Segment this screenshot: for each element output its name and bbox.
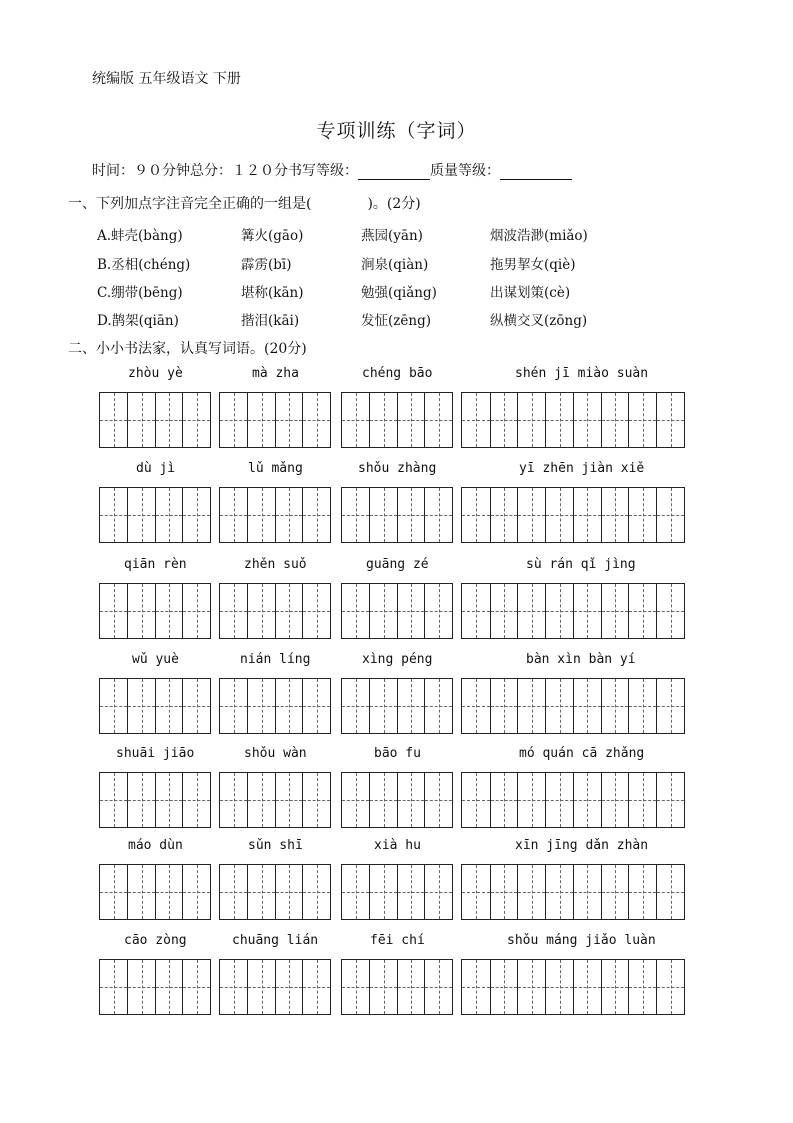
option-item: 纵横交叉(zōng) bbox=[490, 313, 588, 329]
writing-cell[interactable] bbox=[490, 679, 518, 733]
writing-cell[interactable] bbox=[220, 584, 247, 638]
writing-cell[interactable] bbox=[397, 960, 425, 1014]
writing-grid[interactable] bbox=[99, 959, 211, 1015]
pinyin-label: sù rán qǐ jìng bbox=[526, 557, 636, 572]
writing-cell[interactable] bbox=[247, 488, 275, 542]
writing-cell[interactable] bbox=[342, 393, 369, 447]
writing-grid[interactable] bbox=[341, 864, 453, 920]
writing-cell[interactable] bbox=[601, 488, 629, 542]
writing-cell[interactable] bbox=[573, 960, 601, 1014]
writing-cell[interactable] bbox=[369, 773, 397, 827]
writing-cell[interactable] bbox=[628, 679, 656, 733]
writing-cell[interactable] bbox=[155, 679, 183, 733]
header: 统编版 五年级语文 下册 bbox=[92, 71, 241, 87]
writing-cell[interactable] bbox=[155, 488, 183, 542]
writing-cell[interactable] bbox=[517, 773, 545, 827]
writing-cell[interactable] bbox=[424, 960, 452, 1014]
writing-cell[interactable] bbox=[628, 773, 656, 827]
writing-grid[interactable] bbox=[219, 772, 331, 828]
writing-cell[interactable] bbox=[601, 679, 629, 733]
writing-cell[interactable] bbox=[127, 960, 155, 1014]
pinyin-label: chuāng lián bbox=[232, 933, 319, 948]
writing-cell[interactable] bbox=[182, 584, 210, 638]
writing-cell[interactable] bbox=[155, 393, 183, 447]
writing-cell[interactable] bbox=[573, 773, 601, 827]
writing-cell[interactable] bbox=[342, 865, 369, 919]
writing-cell[interactable] bbox=[462, 865, 490, 919]
writing-cell[interactable] bbox=[656, 679, 684, 733]
writing-cell[interactable] bbox=[220, 679, 247, 733]
pinyin-label: sǔn shī bbox=[248, 838, 303, 853]
pinyin-label: bāo fu bbox=[374, 746, 421, 761]
writing-cell[interactable] bbox=[100, 584, 127, 638]
writing-cell[interactable] bbox=[573, 584, 601, 638]
info-quality: 质量等级： bbox=[430, 163, 500, 179]
writing-cell[interactable] bbox=[517, 865, 545, 919]
writing-cell[interactable] bbox=[182, 488, 210, 542]
writing-grid[interactable] bbox=[461, 772, 685, 828]
pinyin-label: shuāi jiāo bbox=[116, 746, 195, 761]
writing-cell[interactable] bbox=[490, 960, 518, 1014]
writing-cell[interactable] bbox=[656, 584, 684, 638]
writing-cell[interactable] bbox=[100, 488, 127, 542]
writing-cell[interactable] bbox=[397, 773, 425, 827]
pinyin-label: xīn jīng dǎn zhàn bbox=[515, 838, 649, 853]
writing-cell[interactable] bbox=[490, 584, 518, 638]
writing-cell[interactable] bbox=[424, 488, 452, 542]
pinyin-label: zhěn suǒ bbox=[244, 557, 307, 572]
writing-cell[interactable] bbox=[601, 773, 629, 827]
option-item: 勉强(qiǎng) bbox=[361, 285, 437, 301]
section2-title: 二、小小书法家，认真写词语。(20分) bbox=[68, 341, 307, 357]
writing-grid[interactable] bbox=[341, 392, 453, 448]
pinyin-label: mà zha bbox=[252, 366, 299, 381]
writing-cell[interactable] bbox=[275, 393, 303, 447]
option-item: 堪称(kān) bbox=[241, 285, 304, 301]
writing-cell[interactable] bbox=[127, 488, 155, 542]
writing-cell[interactable] bbox=[628, 488, 656, 542]
writing-grid[interactable] bbox=[461, 864, 685, 920]
writing-cell[interactable] bbox=[369, 393, 397, 447]
writing-cell[interactable] bbox=[545, 679, 573, 733]
writing-cell[interactable] bbox=[424, 865, 452, 919]
writing-cell[interactable] bbox=[247, 584, 275, 638]
writing-cell[interactable] bbox=[573, 488, 601, 542]
writing-cell[interactable] bbox=[247, 865, 275, 919]
writing-cell[interactable] bbox=[127, 773, 155, 827]
writing-cell[interactable] bbox=[247, 960, 275, 1014]
pinyin-label: cāo zòng bbox=[124, 933, 187, 948]
writing-cell[interactable] bbox=[275, 865, 303, 919]
option-item: 霹雳(bī) bbox=[241, 257, 292, 273]
writing-grid[interactable] bbox=[461, 678, 685, 734]
writing-cell[interactable] bbox=[424, 584, 452, 638]
writing-cell[interactable] bbox=[601, 393, 629, 447]
writing-cell[interactable] bbox=[462, 584, 490, 638]
writing-cell[interactable] bbox=[656, 773, 684, 827]
section1-title: 一、下列加点字注音完全正确的一组是( )。(2分) bbox=[68, 196, 421, 212]
writing-cell[interactable] bbox=[100, 960, 127, 1014]
pinyin-label: zhòu yè bbox=[128, 366, 183, 381]
writing-cell[interactable] bbox=[424, 773, 452, 827]
writing-cell[interactable] bbox=[155, 584, 183, 638]
writing-cell[interactable] bbox=[656, 960, 684, 1014]
writing-cell[interactable] bbox=[275, 584, 303, 638]
pinyin-label: shǒu wàn bbox=[244, 746, 307, 761]
writing-grid[interactable] bbox=[341, 487, 453, 543]
writing-cell[interactable] bbox=[369, 865, 397, 919]
writing-grid[interactable] bbox=[461, 583, 685, 639]
writing-cell[interactable] bbox=[182, 679, 210, 733]
writing-cell[interactable] bbox=[100, 679, 127, 733]
writing-cell[interactable] bbox=[220, 960, 247, 1014]
writing-cell[interactable] bbox=[545, 584, 573, 638]
writing-cell[interactable] bbox=[275, 679, 303, 733]
writing-cell[interactable] bbox=[490, 393, 518, 447]
writing-cell[interactable] bbox=[628, 584, 656, 638]
pinyin-label: xìng péng bbox=[362, 652, 433, 667]
writing-cell[interactable] bbox=[397, 393, 425, 447]
writing-cell[interactable] bbox=[628, 393, 656, 447]
writing-cell[interactable] bbox=[369, 960, 397, 1014]
writing-cell[interactable] bbox=[247, 679, 275, 733]
option-item: 拖男挈女(qiè) bbox=[490, 257, 576, 273]
option-item: 篝火(gāo) bbox=[241, 228, 304, 244]
option-item: 燕园(yān) bbox=[361, 228, 423, 244]
writing-cell[interactable] bbox=[601, 865, 629, 919]
pinyin-label: dù jì bbox=[136, 461, 176, 476]
writing-cell[interactable] bbox=[275, 960, 303, 1014]
writing-cell[interactable] bbox=[155, 773, 183, 827]
writing-cell[interactable] bbox=[155, 865, 183, 919]
writing-cell[interactable] bbox=[342, 773, 369, 827]
writing-grid[interactable] bbox=[99, 772, 211, 828]
option-item: C.绷带(bēng) bbox=[97, 285, 183, 301]
pinyin-label: mó quán cā zhǎng bbox=[519, 746, 645, 761]
writing-cell[interactable] bbox=[127, 865, 155, 919]
writing-cell[interactable] bbox=[100, 773, 127, 827]
writing-cell[interactable] bbox=[462, 773, 490, 827]
writing-cell[interactable] bbox=[601, 584, 629, 638]
writing-cell[interactable] bbox=[220, 773, 247, 827]
writing-cell[interactable] bbox=[545, 773, 573, 827]
writing-grid[interactable] bbox=[99, 487, 211, 543]
writing-cell[interactable] bbox=[517, 393, 545, 447]
pinyin-label: nián líng bbox=[240, 652, 311, 667]
writing-cell[interactable] bbox=[302, 773, 330, 827]
pinyin-label: shén jī miào suàn bbox=[515, 366, 649, 381]
pinyin-label: yī zhēn jiàn xiě bbox=[519, 461, 645, 476]
writing-grid[interactable] bbox=[461, 487, 685, 543]
writing-grid[interactable] bbox=[219, 583, 331, 639]
pinyin-label: guāng zé bbox=[366, 557, 429, 572]
writing-cell[interactable] bbox=[100, 865, 127, 919]
option-item: 涧泉(qiàn) bbox=[361, 257, 429, 273]
writing-cell[interactable] bbox=[397, 488, 425, 542]
writing-cell[interactable] bbox=[462, 393, 490, 447]
writing-cell[interactable] bbox=[220, 488, 247, 542]
writing-cell[interactable] bbox=[155, 960, 183, 1014]
writing-cell[interactable] bbox=[656, 393, 684, 447]
writing-cell[interactable] bbox=[342, 679, 369, 733]
option-item: D.鹊架(qiān) bbox=[97, 313, 179, 329]
writing-cell[interactable] bbox=[517, 960, 545, 1014]
writing-cell[interactable] bbox=[100, 393, 127, 447]
writing-grade-blank[interactable] bbox=[358, 165, 430, 180]
writing-cell[interactable] bbox=[302, 488, 330, 542]
writing-grid[interactable] bbox=[219, 678, 331, 734]
writing-cell[interactable] bbox=[462, 488, 490, 542]
writing-cell[interactable] bbox=[275, 773, 303, 827]
writing-grid[interactable] bbox=[99, 678, 211, 734]
writing-cell[interactable] bbox=[182, 773, 210, 827]
info-line bbox=[92, 160, 572, 180]
writing-cell[interactable] bbox=[127, 393, 155, 447]
writing-cell[interactable] bbox=[127, 584, 155, 638]
writing-cell[interactable] bbox=[342, 584, 369, 638]
writing-cell[interactable] bbox=[182, 960, 210, 1014]
writing-grid[interactable] bbox=[99, 392, 211, 448]
writing-cell[interactable] bbox=[545, 393, 573, 447]
writing-cell[interactable] bbox=[302, 679, 330, 733]
quality-grade-blank[interactable] bbox=[500, 165, 572, 180]
writing-grid[interactable] bbox=[461, 392, 685, 448]
writing-cell[interactable] bbox=[397, 584, 425, 638]
writing-cell[interactable] bbox=[397, 679, 425, 733]
writing-cell[interactable] bbox=[545, 488, 573, 542]
writing-cell[interactable] bbox=[397, 865, 425, 919]
writing-cell[interactable] bbox=[220, 393, 247, 447]
option-item: 揩泪(kāi) bbox=[241, 313, 300, 329]
writing-cell[interactable] bbox=[342, 488, 369, 542]
option-item: A.蚌壳(bàng) bbox=[97, 228, 183, 244]
writing-cell[interactable] bbox=[628, 865, 656, 919]
writing-grid[interactable] bbox=[219, 959, 331, 1015]
writing-cell[interactable] bbox=[573, 393, 601, 447]
writing-cell[interactable] bbox=[342, 960, 369, 1014]
pinyin-label: máo dùn bbox=[128, 838, 183, 853]
option-item: 烟波浩渺(miǎo) bbox=[490, 228, 588, 244]
writing-cell[interactable] bbox=[247, 773, 275, 827]
writing-cell[interactable] bbox=[182, 865, 210, 919]
writing-cell[interactable] bbox=[247, 393, 275, 447]
writing-cell[interactable] bbox=[220, 865, 247, 919]
pinyin-label: xià hu bbox=[374, 838, 421, 853]
pinyin-label: qiān rèn bbox=[124, 557, 187, 572]
writing-cell[interactable] bbox=[656, 488, 684, 542]
writing-cell[interactable] bbox=[656, 865, 684, 919]
writing-cell[interactable] bbox=[302, 865, 330, 919]
writing-cell[interactable] bbox=[275, 488, 303, 542]
writing-grid[interactable] bbox=[341, 583, 453, 639]
writing-grid[interactable] bbox=[341, 772, 453, 828]
option-item: B.丞相(chéng) bbox=[97, 257, 191, 273]
info-time: 时间：９０分钟总分：１２０分书写等级： bbox=[92, 163, 358, 179]
writing-cell[interactable] bbox=[490, 488, 518, 542]
pinyin-label: bàn xìn bàn yí bbox=[526, 652, 636, 667]
writing-cell[interactable] bbox=[127, 679, 155, 733]
writing-cell[interactable] bbox=[545, 960, 573, 1014]
pinyin-label: shǒu máng jiǎo luàn bbox=[507, 933, 656, 948]
pinyin-label: wǔ yuè bbox=[132, 652, 179, 667]
writing-cell[interactable] bbox=[628, 960, 656, 1014]
writing-cell[interactable] bbox=[490, 865, 518, 919]
writing-cell[interactable] bbox=[601, 960, 629, 1014]
writing-cell[interactable] bbox=[424, 393, 452, 447]
page-title: 专项训练（字词） bbox=[316, 120, 477, 142]
pinyin-label: lǔ mǎng bbox=[248, 461, 303, 476]
writing-cell[interactable] bbox=[369, 584, 397, 638]
writing-grid[interactable] bbox=[341, 678, 453, 734]
writing-cell[interactable] bbox=[517, 488, 545, 542]
writing-cell[interactable] bbox=[302, 584, 330, 638]
writing-grid[interactable] bbox=[219, 487, 331, 543]
writing-cell[interactable] bbox=[462, 960, 490, 1014]
writing-cell[interactable] bbox=[182, 393, 210, 447]
writing-grid[interactable] bbox=[341, 959, 453, 1015]
writing-cell[interactable] bbox=[462, 679, 490, 733]
writing-cell[interactable] bbox=[545, 865, 573, 919]
writing-cell[interactable] bbox=[573, 679, 601, 733]
writing-cell[interactable] bbox=[424, 679, 452, 733]
writing-grid[interactable] bbox=[461, 959, 685, 1015]
writing-cell[interactable] bbox=[302, 393, 330, 447]
writing-cell[interactable] bbox=[490, 773, 518, 827]
writing-cell[interactable] bbox=[517, 584, 545, 638]
writing-grid[interactable] bbox=[99, 864, 211, 920]
writing-cell[interactable] bbox=[369, 679, 397, 733]
option-item: 出谋划策(cè) bbox=[490, 285, 571, 301]
writing-cell[interactable] bbox=[573, 865, 601, 919]
pinyin-label: fēi chí bbox=[370, 933, 425, 948]
writing-grid[interactable] bbox=[99, 583, 211, 639]
writing-grid[interactable] bbox=[219, 864, 331, 920]
pinyin-label: shǒu zhàng bbox=[358, 461, 437, 476]
option-item: 发怔(zēng) bbox=[361, 313, 431, 329]
pinyin-label: chéng bāo bbox=[362, 366, 433, 381]
writing-cell[interactable] bbox=[369, 488, 397, 542]
writing-grid[interactable] bbox=[219, 392, 331, 448]
writing-cell[interactable] bbox=[517, 679, 545, 733]
writing-cell[interactable] bbox=[302, 960, 330, 1014]
